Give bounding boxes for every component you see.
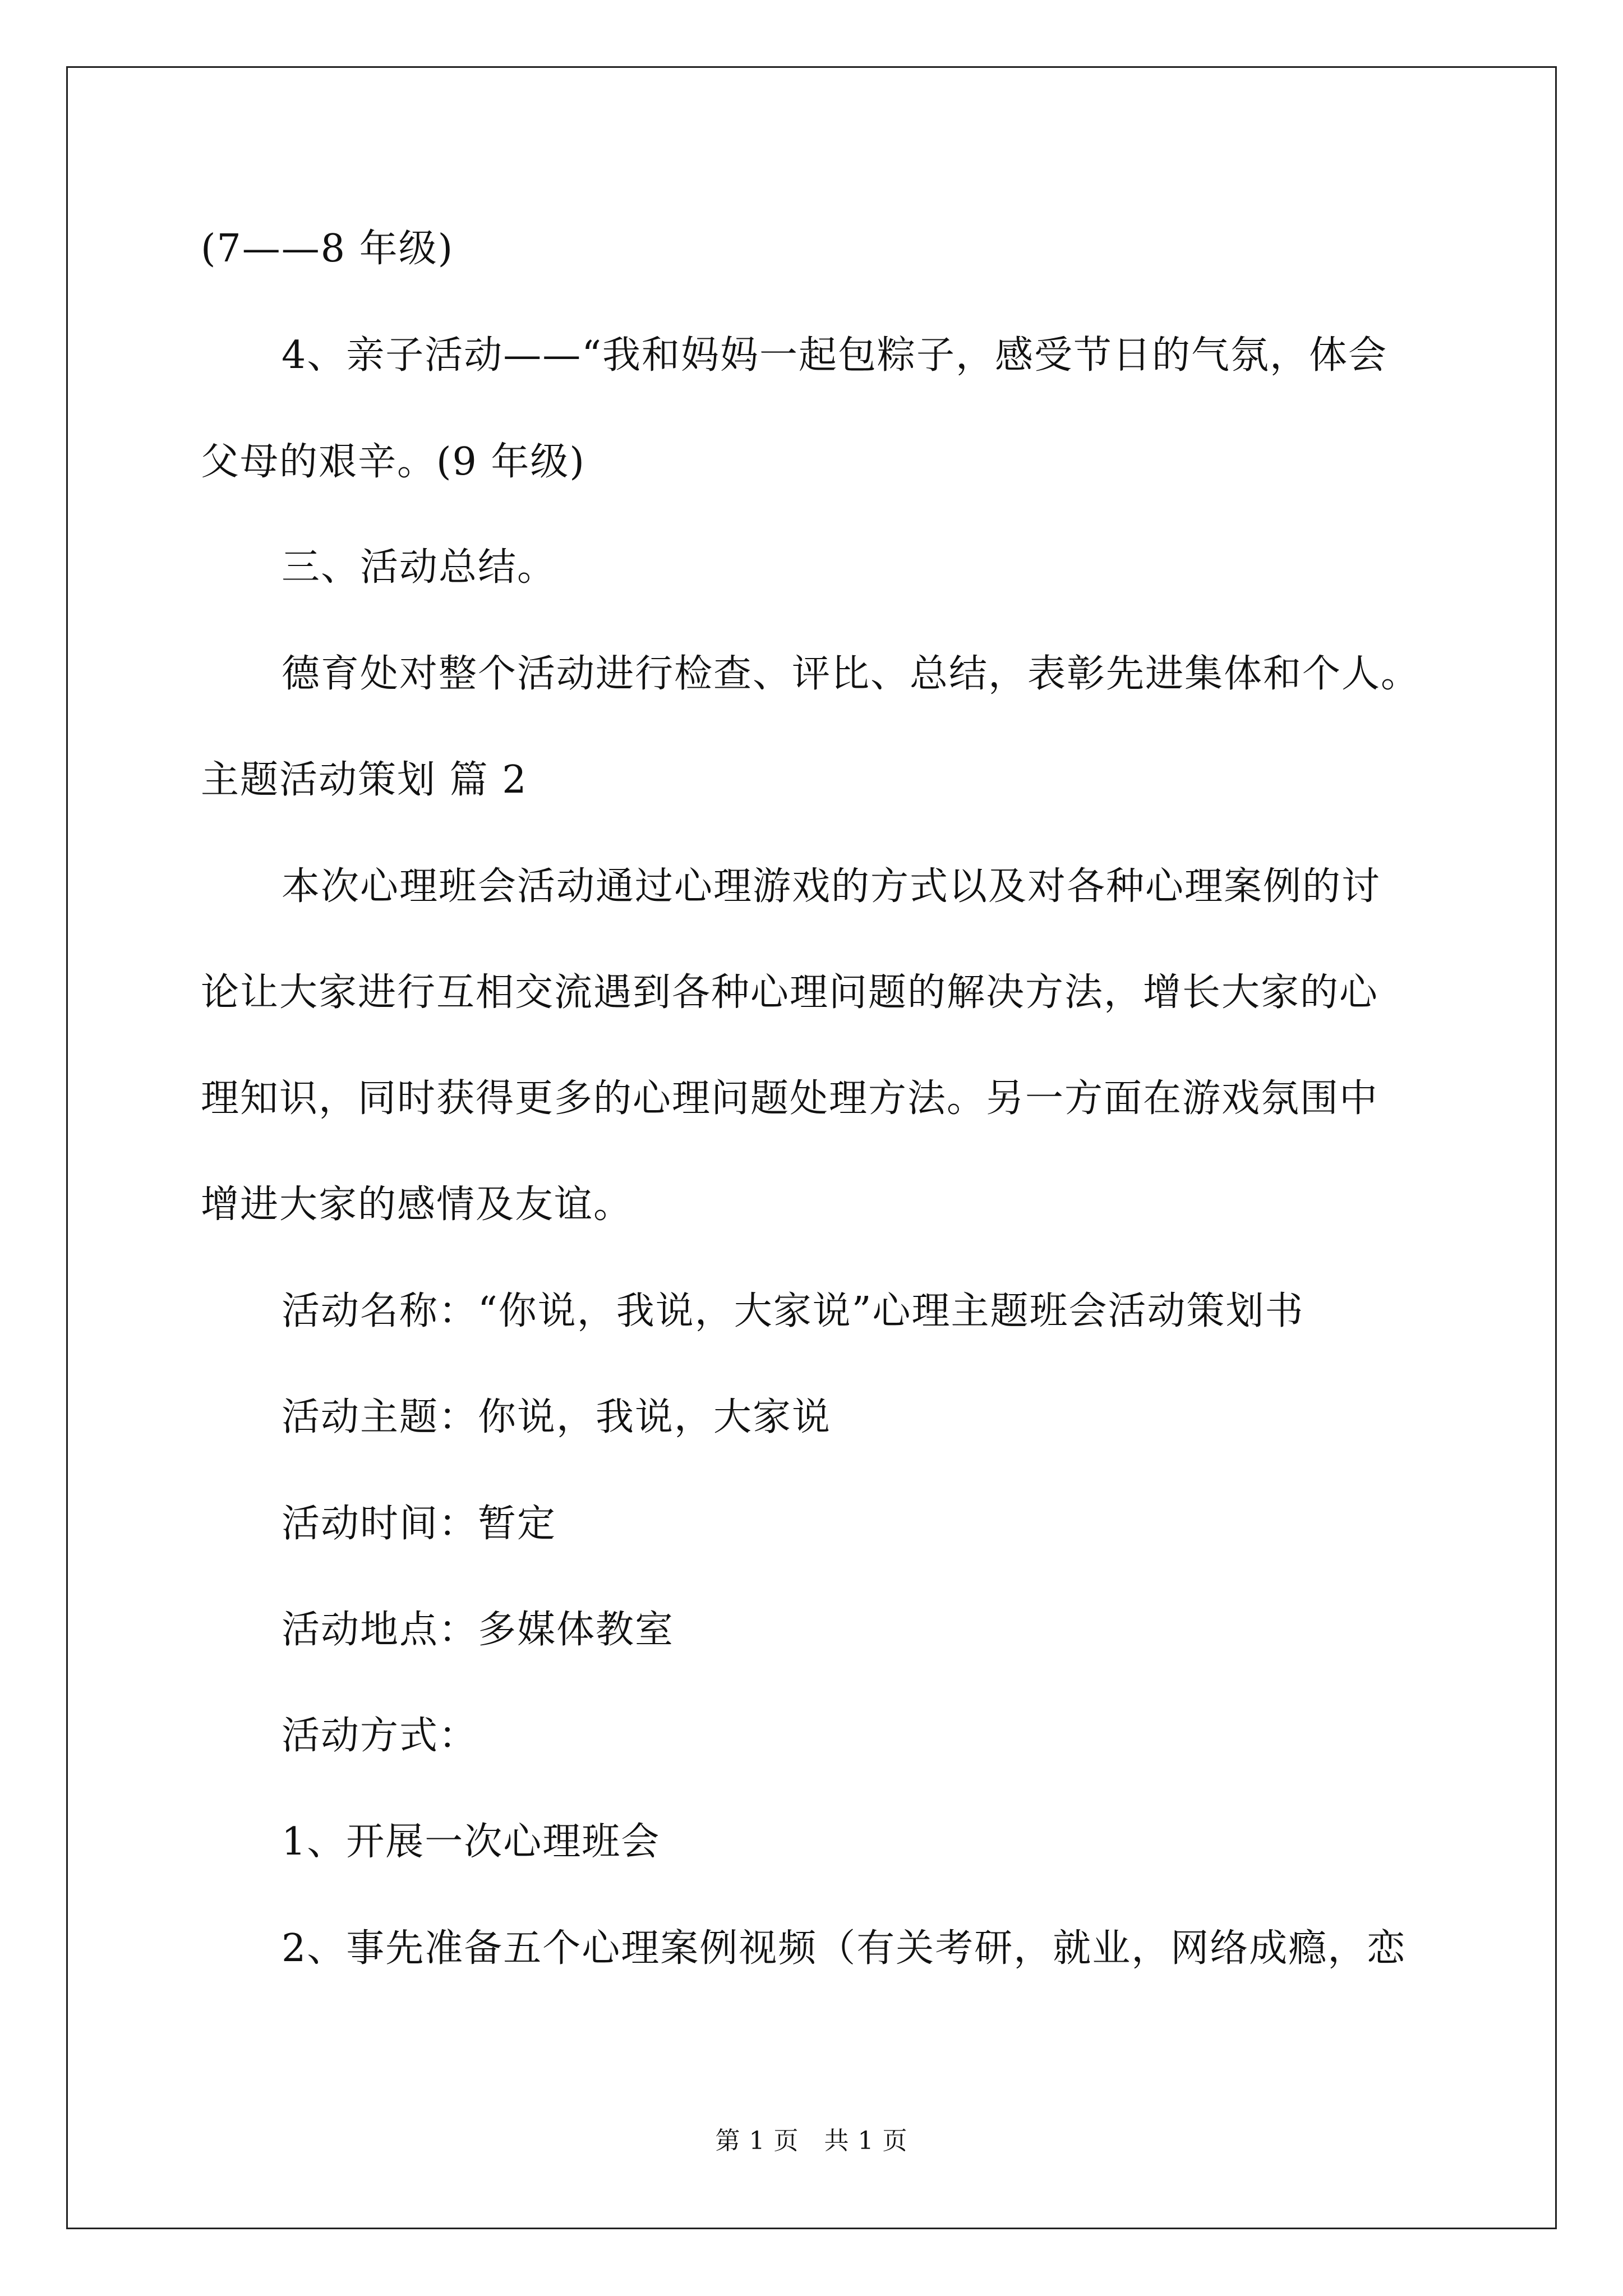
text-line: 活动时间：暂定	[282, 1502, 557, 1546]
text-line: 4、亲子活动——“我和妈妈一起包粽子，感受节日的气氛，体会	[282, 333, 1388, 378]
text-line: 活动方式：	[282, 1714, 478, 1758]
text-line: 德育处对整个活动进行检查、评比、总结，表彰先进集体和个人。	[282, 652, 1421, 696]
text-line: 活动主题：你说，我说，大家说	[282, 1395, 832, 1439]
text-line: 活动地点：多媒体教室	[282, 1608, 675, 1652]
text-line: 增进大家的感情及友谊。	[201, 1182, 633, 1227]
text-line: 本次心理班会活动通过心理游戏的方式以及对各种心理案例的讨	[282, 864, 1381, 909]
page-footer: 第 1 页 共 1 页	[715, 2127, 908, 2155]
text-line: (7——8 年级)	[201, 227, 454, 271]
text-line: 理知识，同时获得更多的心理问题处理方法。另一方面在游戏氛围中	[201, 1076, 1379, 1121]
text-line: 论让大家进行互相交流遇到各种心理问题的解决方法，增长大家的心	[201, 970, 1379, 1015]
list-item: 1、开展一次心理班会	[282, 1820, 661, 1864]
text-line: 活动名称：“你说，我说，大家说”心理主题班会活动策划书	[282, 1289, 1304, 1333]
page-frame	[66, 66, 1557, 2229]
list-item: 2、事先准备五个心理案例视频（有关考研，就业，网络成瘾，恋	[282, 1926, 1407, 1971]
text-line: 父母的艰辛。(9 年级)	[201, 440, 585, 484]
section-heading: 三、活动总结。	[282, 545, 557, 590]
section-title: 主题活动策划 篇 2	[201, 758, 528, 802]
